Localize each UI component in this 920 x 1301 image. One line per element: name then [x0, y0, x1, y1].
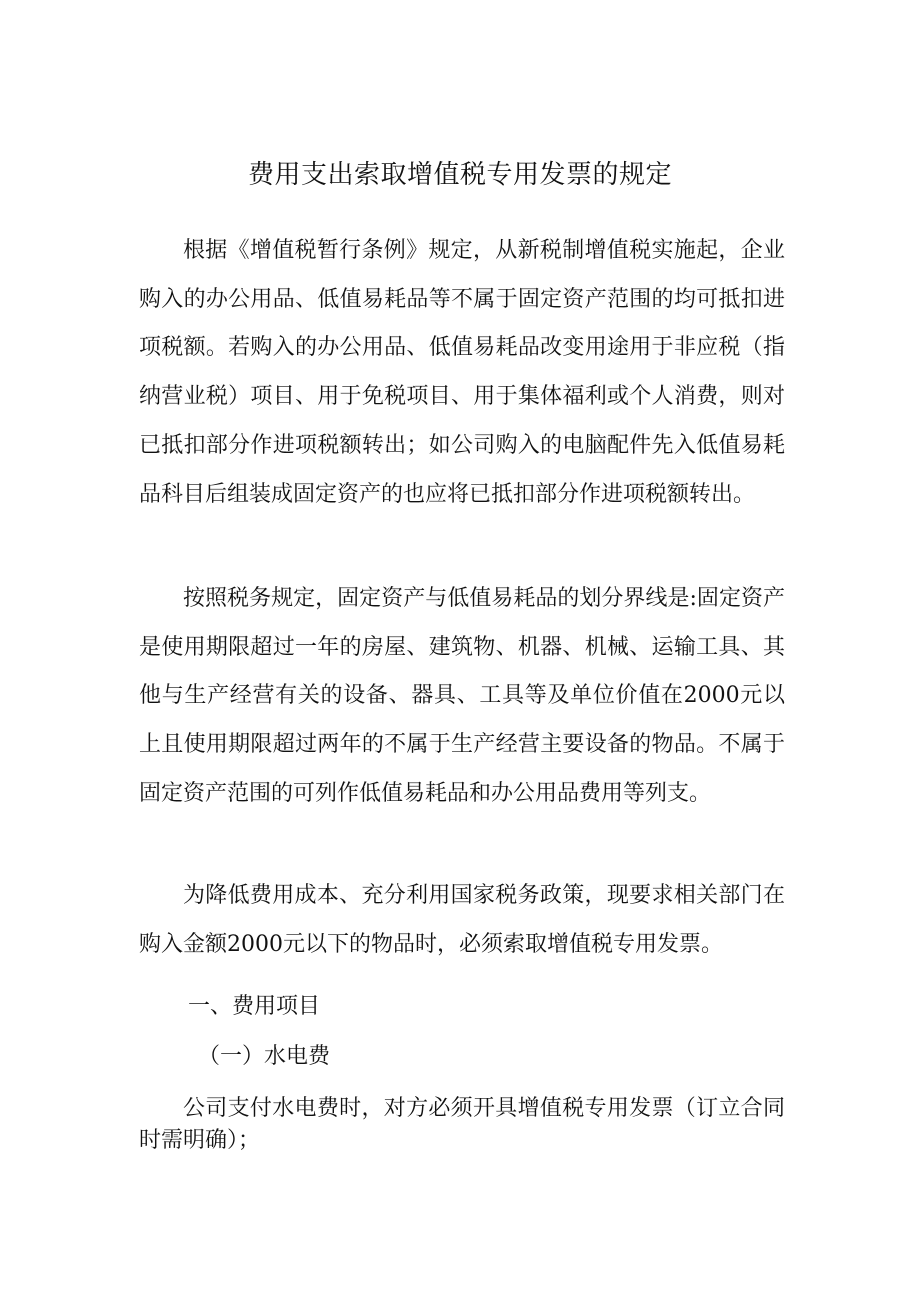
document-title: 费用支出索取增值税专用发票的规定 — [247, 160, 672, 190]
paragraph-asset-classification: 按照税务规定，固定资产与低值易耗品的划分界线是:固定资产是使用期限超过一年的房屋、建筑物、机器、机械、运输工具、其他与生产经营有关的设备、器具、工具等及单位价值在2000元以上且使用期限超过两年的不属于生产经营主要设备的物品。不属于固定资产范围的可列作低值易耗品和办公用品费用等列支。 — [139, 586, 785, 806]
section-heading: 一、费用项目 — [188, 994, 321, 1019]
paragraph-requirement: 为降低费用成本、充分利用国家税务政策，现要求相关部门在购入金额2000元以下的物品时，必须索取增值税专用发票。 — [139, 883, 785, 957]
subsection-heading: （一）水电费 — [198, 1044, 331, 1069]
paragraph-utility-fees: 公司支付水电费时，对方必须开具增值税专用发票（订立合同时需明确）； — [139, 1096, 785, 1153]
paragraph-vat-deduction: 根据《增值税暂行条例》规定，从新税制增值税实施起，企业购入的办公用品、低值易耗品等不属于固定资产范围的均可抵扣进项税额。若购入的办公用品、低值易耗品改变用途用于非应税（指纳营业税）项目、用于免税项目、用于集体福利或个人消费，则对已抵扣部分作进项税额转出；如公司购入的电脑配件先入低值易耗品科目后组装成固定资产的也应将已抵扣部分作进项税额转出。 — [139, 238, 785, 507]
